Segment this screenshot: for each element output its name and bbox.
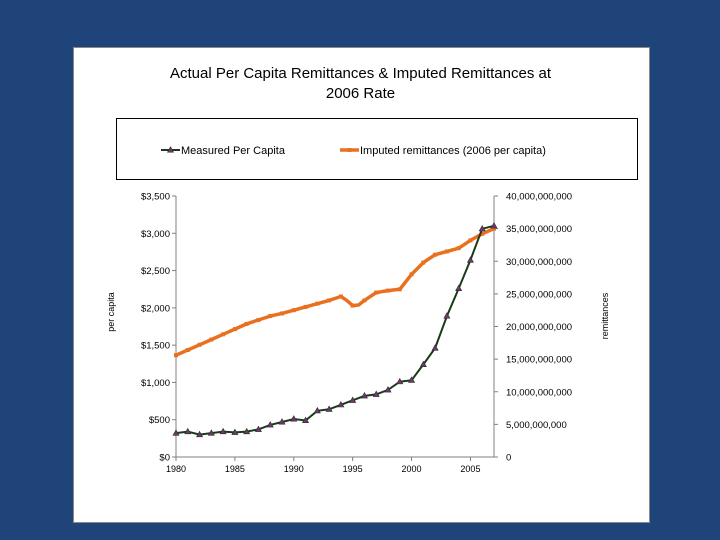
data-point-imputed [468,238,472,242]
data-point-imputed [315,302,319,306]
data-point-measured [432,345,438,350]
left-axis-title: per capita [106,292,116,332]
data-point-imputed [386,289,390,293]
legend-marker-imputed [348,148,352,152]
right-tick-label: 5,000,000,000 [506,419,567,431]
right-tick-label: 25,000,000,000 [506,289,573,301]
data-point-imputed [245,322,249,326]
legend-entries [161,145,546,157]
data-point-imputed [292,308,296,312]
data-point-imputed [421,261,425,265]
data-point-imputed [445,249,449,253]
data-point-imputed [327,298,331,302]
data-point-imputed [339,294,343,298]
chart-axes [172,196,498,461]
data-point-imputed [410,272,414,276]
right-tick-label: 30,000,000,000 [506,256,573,268]
data-point-imputed [433,253,437,257]
x-tick-label: 1995 [342,464,363,474]
data-point-imputed [221,332,225,336]
x-tick-label: 1980 [165,464,187,474]
data-point-imputed [362,298,366,302]
x-tick-label: 1985 [224,464,245,474]
data-point-imputed [198,343,202,347]
data-point-imputed [268,314,272,318]
data-point-imputed [233,327,237,331]
data-point-imputed [398,287,402,291]
x-tick-label: 1990 [283,464,304,474]
x-tick-label: 2000 [401,464,422,474]
data-point-imputed [256,318,260,322]
chart-title-line1: Actual Per Capita Remittances & Imputed Remittances at [169,65,551,82]
left-tick-label: $1,500 [140,340,170,352]
data-point-imputed [280,311,284,315]
data-point-imputed [209,338,213,342]
left-tick-label: $0 [159,452,170,464]
data-point-measured [467,257,473,262]
series-line-measured [176,226,494,435]
left-tick-label: $2,500 [140,266,170,278]
right-tick-label: 0 [506,452,512,464]
right-tick-label: 20,000,000,000 [506,322,573,333]
right-tick-label: 40,000,000,000 [506,191,573,203]
left-tick-label: $500 [148,415,170,427]
data-point-imputed [374,291,378,295]
chart-title-line2: 2006 Rate [325,85,396,102]
left-tick-label: $1,000 [140,377,170,389]
right-axis-title: remittances [600,292,610,340]
data-point-imputed [174,353,178,357]
left-tick-label: $2,000 [140,303,170,315]
right-tick-label: 10,000,000,000 [506,387,573,399]
chart-series [173,223,497,437]
legend-label-imputed: Imputed remittances (2006 per capita) [360,145,546,157]
data-point-imputed [457,246,461,250]
right-tick-label: 35,000,000,000 [506,224,573,236]
data-point-imputed [304,305,308,309]
legend-label-measured: Measured Per Capita [181,145,285,157]
data-point-imputed [351,304,355,308]
x-tick-label: 2005 [460,464,481,474]
left-tick-label: $3,500 [140,191,170,203]
left-tick-label: $3,000 [140,228,170,240]
data-point-imputed [186,348,190,352]
right-tick-label: 15,000,000,000 [506,354,573,366]
